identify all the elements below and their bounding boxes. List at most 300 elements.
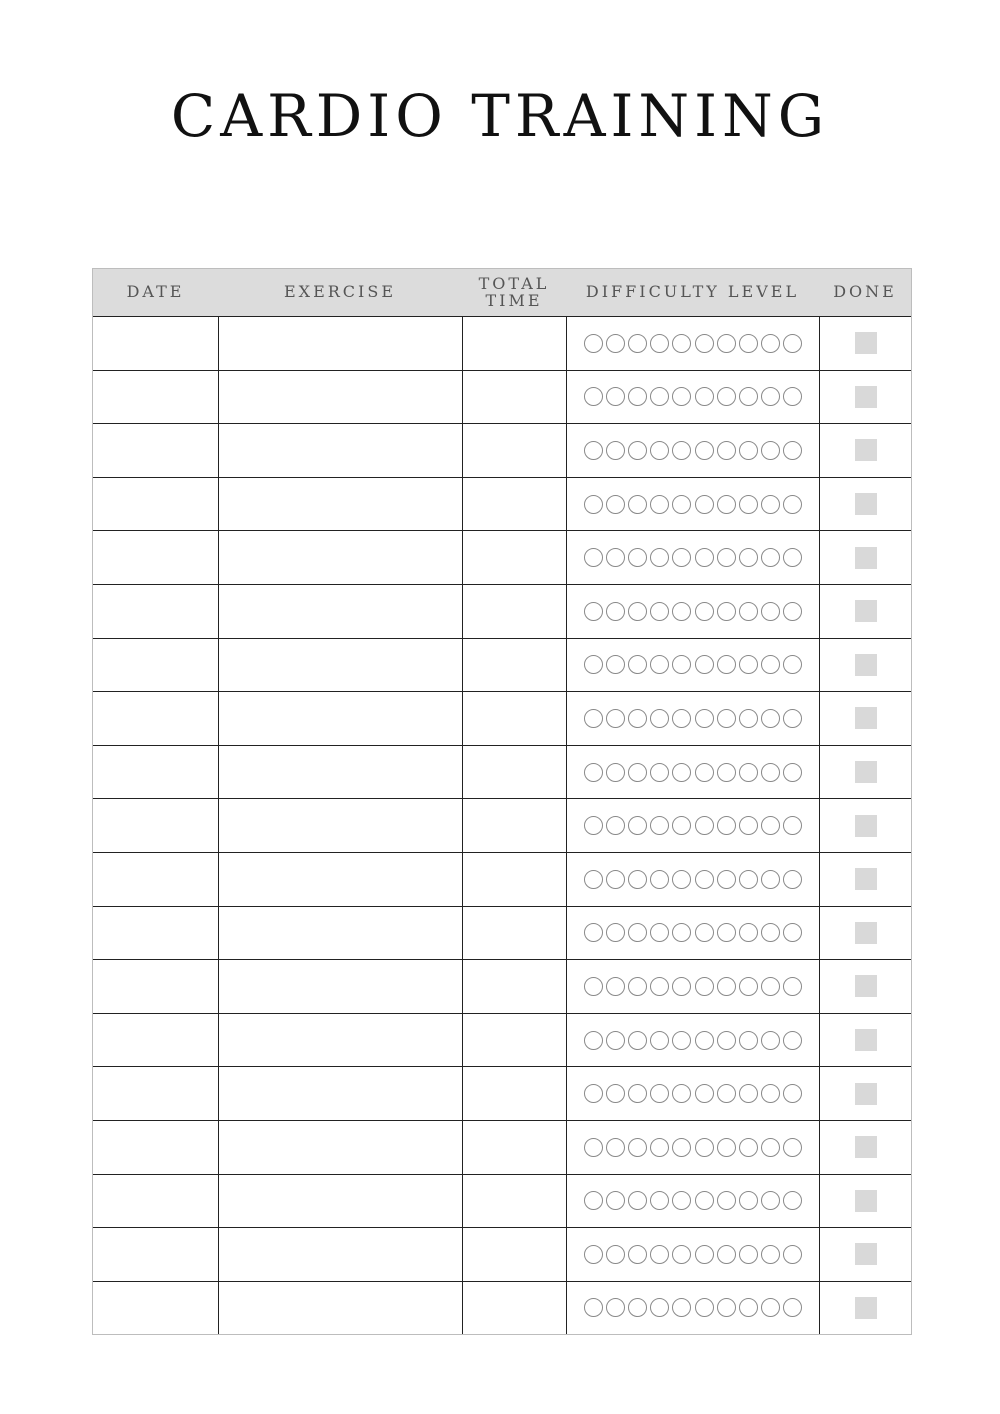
total-time-cell[interactable]	[462, 1175, 566, 1228]
difficulty-circle[interactable]	[761, 495, 780, 514]
difficulty-circle[interactable]	[695, 387, 714, 406]
done-checkbox[interactable]	[855, 1083, 877, 1105]
difficulty-circle[interactable]	[783, 1138, 802, 1157]
difficulty-level-cell	[566, 1014, 819, 1067]
done-checkbox[interactable]	[855, 1243, 877, 1265]
difficulty-circle[interactable]	[606, 548, 625, 567]
difficulty-circle[interactable]	[717, 495, 736, 514]
difficulty-circle[interactable]	[783, 387, 802, 406]
difficulty-circle[interactable]	[606, 441, 625, 460]
difficulty-circle[interactable]	[761, 548, 780, 567]
difficulty-circle[interactable]	[584, 548, 603, 567]
done-checkbox[interactable]	[855, 600, 877, 622]
difficulty-circle[interactable]	[672, 548, 691, 567]
table-row	[93, 316, 911, 370]
difficulty-level-cell	[566, 1175, 819, 1228]
exercise-cell[interactable]	[218, 1014, 462, 1067]
date-cell[interactable]	[93, 1282, 218, 1335]
total-time-cell[interactable]	[462, 1067, 566, 1120]
total-time-cell[interactable]	[462, 639, 566, 692]
table-row	[93, 477, 911, 531]
difficulty-circle[interactable]	[584, 763, 603, 782]
difficulty-circle[interactable]	[628, 870, 647, 889]
total-time-cell[interactable]	[462, 907, 566, 960]
total-time-cell[interactable]	[462, 478, 566, 531]
done-cell	[819, 1282, 911, 1335]
difficulty-circle[interactable]	[672, 387, 691, 406]
difficulty-circle[interactable]	[783, 334, 802, 353]
difficulty-level-cell	[566, 585, 819, 638]
date-cell[interactable]	[93, 799, 218, 852]
difficulty-circle[interactable]	[717, 977, 736, 996]
difficulty-circle[interactable]	[695, 548, 714, 567]
difficulty-circle[interactable]	[739, 709, 758, 728]
date-cell[interactable]	[93, 639, 218, 692]
done-cell	[819, 424, 911, 477]
difficulty-circle[interactable]	[672, 870, 691, 889]
difficulty-circle[interactable]	[783, 1031, 802, 1050]
difficulty-circle[interactable]	[584, 1084, 603, 1103]
difficulty-circle[interactable]	[672, 655, 691, 674]
done-cell	[819, 746, 911, 799]
exercise-cell[interactable]	[218, 478, 462, 531]
date-cell[interactable]	[93, 317, 218, 370]
difficulty-circle[interactable]	[628, 1191, 647, 1210]
difficulty-circle[interactable]	[695, 1084, 714, 1103]
difficulty-circle[interactable]	[584, 495, 603, 514]
exercise-cell[interactable]	[218, 1175, 462, 1228]
difficulty-circle[interactable]	[783, 1191, 802, 1210]
done-checkbox[interactable]	[855, 815, 877, 837]
difficulty-circle[interactable]	[584, 655, 603, 674]
training-log-table	[92, 268, 912, 1335]
difficulty-circle[interactable]	[717, 1084, 736, 1103]
difficulty-circle[interactable]	[783, 1298, 802, 1317]
difficulty-circle[interactable]	[650, 1245, 669, 1264]
difficulty-circle[interactable]	[739, 1031, 758, 1050]
table-header	[93, 269, 911, 316]
difficulty-circle[interactable]	[606, 602, 625, 621]
table-row	[93, 423, 911, 477]
difficulty-circle[interactable]	[650, 334, 669, 353]
difficulty-circle[interactable]	[584, 602, 603, 621]
exercise-cell[interactable]	[218, 746, 462, 799]
difficulty-circle[interactable]	[650, 923, 669, 942]
total-time-cell[interactable]	[462, 317, 566, 370]
total-time-cell[interactable]	[462, 1121, 566, 1174]
difficulty-circle[interactable]	[628, 1084, 647, 1103]
difficulty-circle[interactable]	[717, 816, 736, 835]
table-row	[93, 852, 911, 906]
exercise-cell[interactable]	[218, 424, 462, 477]
done-checkbox[interactable]	[855, 975, 877, 997]
difficulty-circle[interactable]	[584, 923, 603, 942]
done-cell	[819, 531, 911, 584]
difficulty-circle[interactable]	[584, 334, 603, 353]
difficulty-circle[interactable]	[672, 602, 691, 621]
difficulty-circle[interactable]	[650, 441, 669, 460]
difficulty-circle[interactable]	[695, 602, 714, 621]
difficulty-circle[interactable]	[650, 495, 669, 514]
difficulty-circle[interactable]	[628, 923, 647, 942]
difficulty-circle[interactable]	[650, 387, 669, 406]
exercise-cell[interactable]	[218, 799, 462, 852]
difficulty-circle[interactable]	[717, 709, 736, 728]
exercise-cell[interactable]	[218, 692, 462, 745]
difficulty-circle[interactable]	[606, 1031, 625, 1050]
difficulty-circle[interactable]	[672, 334, 691, 353]
difficulty-circle[interactable]	[584, 1245, 603, 1264]
difficulty-circle[interactable]	[739, 495, 758, 514]
difficulty-circle[interactable]	[739, 387, 758, 406]
difficulty-circle[interactable]	[695, 1298, 714, 1317]
difficulty-circle[interactable]	[695, 1031, 714, 1050]
difficulty-circle[interactable]	[739, 1191, 758, 1210]
difficulty-circle[interactable]	[783, 763, 802, 782]
difficulty-circle[interactable]	[739, 548, 758, 567]
difficulty-circle[interactable]	[606, 1084, 625, 1103]
date-cell[interactable]	[93, 531, 218, 584]
table-row	[93, 1066, 911, 1120]
difficulty-circle[interactable]	[761, 1031, 780, 1050]
total-time-cell[interactable]	[462, 424, 566, 477]
difficulty-circle[interactable]	[783, 923, 802, 942]
difficulty-circle[interactable]	[761, 923, 780, 942]
difficulty-circle[interactable]	[650, 655, 669, 674]
difficulty-circle[interactable]	[628, 1031, 647, 1050]
difficulty-circle[interactable]	[606, 1138, 625, 1157]
difficulty-circle[interactable]	[672, 1138, 691, 1157]
column-header-done: DONE	[833, 282, 897, 302]
difficulty-circle[interactable]	[628, 495, 647, 514]
difficulty-circle[interactable]	[739, 1138, 758, 1157]
difficulty-circle[interactable]	[761, 816, 780, 835]
difficulty-circle[interactable]	[628, 655, 647, 674]
difficulty-circle[interactable]	[650, 977, 669, 996]
table-row	[93, 370, 911, 424]
difficulty-circle[interactable]	[628, 763, 647, 782]
difficulty-circle[interactable]	[672, 1298, 691, 1317]
difficulty-circle[interactable]	[783, 1245, 802, 1264]
difficulty-circle[interactable]	[783, 1084, 802, 1103]
done-checkbox[interactable]	[855, 1190, 877, 1212]
date-cell[interactable]	[93, 371, 218, 424]
difficulty-circle[interactable]	[606, 816, 625, 835]
difficulty-circle[interactable]	[628, 387, 647, 406]
difficulty-circle[interactable]	[717, 923, 736, 942]
difficulty-circle[interactable]	[717, 763, 736, 782]
difficulty-circle[interactable]	[761, 763, 780, 782]
difficulty-circle[interactable]	[761, 334, 780, 353]
exercise-cell[interactable]	[218, 585, 462, 638]
difficulty-circle[interactable]	[717, 441, 736, 460]
difficulty-level-cell	[566, 1228, 819, 1281]
difficulty-circle[interactable]	[628, 441, 647, 460]
date-cell[interactable]	[93, 1228, 218, 1281]
done-cell	[819, 639, 911, 692]
done-checkbox[interactable]	[855, 1297, 877, 1319]
difficulty-circle[interactable]	[695, 763, 714, 782]
difficulty-circle[interactable]	[761, 977, 780, 996]
difficulty-circle[interactable]	[695, 923, 714, 942]
done-checkbox[interactable]	[855, 761, 877, 783]
exercise-cell[interactable]	[218, 1228, 462, 1281]
difficulty-circle[interactable]	[717, 387, 736, 406]
difficulty-circle[interactable]	[606, 495, 625, 514]
difficulty-circle[interactable]	[739, 1084, 758, 1103]
difficulty-level-cell	[566, 478, 819, 531]
difficulty-circle[interactable]	[717, 334, 736, 353]
difficulty-level-cell	[566, 746, 819, 799]
difficulty-circle[interactable]	[606, 977, 625, 996]
difficulty-circle[interactable]	[695, 334, 714, 353]
table-row	[93, 1227, 911, 1281]
difficulty-circle[interactable]	[761, 1245, 780, 1264]
difficulty-circle[interactable]	[761, 602, 780, 621]
difficulty-circle[interactable]	[761, 1298, 780, 1317]
date-cell[interactable]	[93, 1175, 218, 1228]
difficulty-circle[interactable]	[761, 1084, 780, 1103]
difficulty-circle[interactable]	[584, 387, 603, 406]
date-cell[interactable]	[93, 692, 218, 745]
difficulty-circle[interactable]	[672, 709, 691, 728]
done-cell	[819, 960, 911, 1013]
date-cell[interactable]	[93, 1014, 218, 1067]
difficulty-circle[interactable]	[584, 870, 603, 889]
difficulty-circle[interactable]	[606, 387, 625, 406]
difficulty-circle[interactable]	[628, 602, 647, 621]
difficulty-circle[interactable]	[783, 870, 802, 889]
exercise-cell[interactable]	[218, 531, 462, 584]
difficulty-circle[interactable]	[650, 1031, 669, 1050]
date-cell[interactable]	[93, 585, 218, 638]
difficulty-circle[interactable]	[628, 709, 647, 728]
difficulty-circle[interactable]	[739, 1245, 758, 1264]
difficulty-circle[interactable]	[628, 1298, 647, 1317]
done-checkbox[interactable]	[855, 386, 877, 408]
total-time-cell[interactable]	[462, 853, 566, 906]
difficulty-circle[interactable]	[717, 548, 736, 567]
exercise-cell[interactable]	[218, 853, 462, 906]
date-cell[interactable]	[93, 853, 218, 906]
date-cell[interactable]	[93, 1121, 218, 1174]
done-checkbox[interactable]	[855, 922, 877, 944]
difficulty-circle[interactable]	[650, 1191, 669, 1210]
difficulty-circle[interactable]	[695, 1138, 714, 1157]
difficulty-circle[interactable]	[695, 709, 714, 728]
done-checkbox[interactable]	[855, 493, 877, 515]
difficulty-circle[interactable]	[672, 1084, 691, 1103]
difficulty-circle[interactable]	[606, 1298, 625, 1317]
difficulty-circle[interactable]	[783, 655, 802, 674]
done-checkbox[interactable]	[855, 332, 877, 354]
difficulty-circle[interactable]	[739, 334, 758, 353]
difficulty-circle[interactable]	[650, 548, 669, 567]
difficulty-circle[interactable]	[672, 495, 691, 514]
exercise-cell[interactable]	[218, 317, 462, 370]
difficulty-circle[interactable]	[761, 709, 780, 728]
difficulty-circle[interactable]	[717, 1298, 736, 1317]
table-row	[93, 584, 911, 638]
difficulty-circle[interactable]	[761, 1191, 780, 1210]
difficulty-circle[interactable]	[672, 1245, 691, 1264]
total-time-cell[interactable]	[462, 799, 566, 852]
difficulty-circle[interactable]	[695, 816, 714, 835]
difficulty-circle[interactable]	[650, 870, 669, 889]
difficulty-circle[interactable]	[695, 441, 714, 460]
table-row	[93, 1174, 911, 1228]
difficulty-circle[interactable]	[584, 441, 603, 460]
difficulty-circle[interactable]	[695, 1245, 714, 1264]
exercise-cell[interactable]	[218, 1067, 462, 1120]
date-cell[interactable]	[93, 1067, 218, 1120]
total-time-cell[interactable]	[462, 1228, 566, 1281]
difficulty-circle[interactable]	[695, 870, 714, 889]
difficulty-circle[interactable]	[628, 816, 647, 835]
difficulty-circle[interactable]	[717, 1245, 736, 1264]
difficulty-circle[interactable]	[628, 1245, 647, 1264]
difficulty-circle[interactable]	[584, 1298, 603, 1317]
difficulty-circle[interactable]	[584, 977, 603, 996]
difficulty-circle[interactable]	[628, 977, 647, 996]
difficulty-circle[interactable]	[672, 1191, 691, 1210]
date-cell[interactable]	[93, 478, 218, 531]
difficulty-circle[interactable]	[606, 1191, 625, 1210]
difficulty-level-cell	[566, 424, 819, 477]
difficulty-circle[interactable]	[650, 1084, 669, 1103]
date-cell[interactable]	[93, 960, 218, 1013]
total-time-cell[interactable]	[462, 692, 566, 745]
difficulty-circle[interactable]	[783, 602, 802, 621]
difficulty-circle[interactable]	[761, 441, 780, 460]
difficulty-circle[interactable]	[783, 495, 802, 514]
difficulty-circle[interactable]	[584, 816, 603, 835]
exercise-cell[interactable]	[218, 371, 462, 424]
exercise-cell[interactable]	[218, 1282, 462, 1335]
difficulty-circle[interactable]	[695, 977, 714, 996]
difficulty-circle[interactable]	[584, 1138, 603, 1157]
difficulty-circle[interactable]	[761, 870, 780, 889]
done-checkbox[interactable]	[855, 1136, 877, 1158]
exercise-cell[interactable]	[218, 907, 462, 960]
total-time-cell[interactable]	[462, 746, 566, 799]
difficulty-circle[interactable]	[739, 1298, 758, 1317]
exercise-cell[interactable]	[218, 960, 462, 1013]
difficulty-circle[interactable]	[628, 334, 647, 353]
difficulty-circle[interactable]	[739, 655, 758, 674]
difficulty-circle[interactable]	[783, 977, 802, 996]
table-row	[93, 638, 911, 692]
done-cell	[819, 692, 911, 745]
difficulty-circle[interactable]	[650, 763, 669, 782]
difficulty-circle[interactable]	[672, 763, 691, 782]
exercise-cell[interactable]	[218, 639, 462, 692]
done-cell	[819, 478, 911, 531]
done-checkbox[interactable]	[855, 654, 877, 676]
difficulty-circle[interactable]	[628, 548, 647, 567]
difficulty-circle[interactable]	[606, 923, 625, 942]
difficulty-circle[interactable]	[606, 709, 625, 728]
date-cell[interactable]	[93, 424, 218, 477]
exercise-cell[interactable]	[218, 1121, 462, 1174]
difficulty-circle[interactable]	[695, 1191, 714, 1210]
difficulty-circle[interactable]	[628, 1138, 647, 1157]
difficulty-circle[interactable]	[650, 1138, 669, 1157]
difficulty-circle[interactable]	[717, 1191, 736, 1210]
difficulty-circle[interactable]	[783, 548, 802, 567]
difficulty-circle[interactable]	[783, 441, 802, 460]
difficulty-circle[interactable]	[761, 655, 780, 674]
done-cell	[819, 1014, 911, 1067]
difficulty-circle[interactable]	[606, 870, 625, 889]
difficulty-circle[interactable]	[761, 1138, 780, 1157]
total-time-cell[interactable]	[462, 1014, 566, 1067]
difficulty-circle[interactable]	[584, 1031, 603, 1050]
difficulty-circle[interactable]	[695, 495, 714, 514]
difficulty-circle[interactable]	[606, 334, 625, 353]
done-cell	[819, 853, 911, 906]
total-time-cell[interactable]	[462, 531, 566, 584]
difficulty-circle[interactable]	[783, 709, 802, 728]
difficulty-circle[interactable]	[739, 977, 758, 996]
difficulty-circle[interactable]	[739, 923, 758, 942]
difficulty-circle[interactable]	[739, 816, 758, 835]
done-checkbox[interactable]	[855, 439, 877, 461]
difficulty-circle[interactable]	[650, 816, 669, 835]
difficulty-circle[interactable]	[650, 1298, 669, 1317]
difficulty-circle[interactable]	[584, 1191, 603, 1210]
difficulty-circle[interactable]	[672, 441, 691, 460]
difficulty-circle[interactable]	[584, 709, 603, 728]
difficulty-level-cell	[566, 531, 819, 584]
difficulty-level-cell	[566, 853, 819, 906]
difficulty-circle[interactable]	[672, 816, 691, 835]
difficulty-circle[interactable]	[739, 870, 758, 889]
difficulty-circle[interactable]	[650, 602, 669, 621]
difficulty-circle[interactable]	[717, 1031, 736, 1050]
difficulty-circle[interactable]	[672, 923, 691, 942]
difficulty-circle[interactable]	[606, 655, 625, 674]
difficulty-circle[interactable]	[783, 816, 802, 835]
table-row	[93, 530, 911, 584]
date-cell[interactable]	[93, 907, 218, 960]
difficulty-circle[interactable]	[717, 655, 736, 674]
difficulty-circle[interactable]	[761, 387, 780, 406]
difficulty-circle[interactable]	[606, 763, 625, 782]
difficulty-circle[interactable]	[739, 602, 758, 621]
difficulty-circle[interactable]	[650, 709, 669, 728]
date-cell[interactable]	[93, 746, 218, 799]
total-time-cell[interactable]	[462, 585, 566, 638]
difficulty-circle[interactable]	[672, 977, 691, 996]
difficulty-circle[interactable]	[739, 441, 758, 460]
total-time-cell[interactable]	[462, 960, 566, 1013]
difficulty-circle[interactable]	[717, 602, 736, 621]
difficulty-circle[interactable]	[717, 1138, 736, 1157]
difficulty-circle[interactable]	[739, 763, 758, 782]
difficulty-circle[interactable]	[606, 1245, 625, 1264]
table-row	[93, 906, 911, 960]
total-time-cell[interactable]	[462, 1282, 566, 1335]
difficulty-circle[interactable]	[717, 870, 736, 889]
difficulty-circle[interactable]	[672, 1031, 691, 1050]
done-checkbox[interactable]	[855, 1029, 877, 1051]
total-time-cell[interactable]	[462, 371, 566, 424]
done-checkbox[interactable]	[855, 868, 877, 890]
done-checkbox[interactable]	[855, 707, 877, 729]
done-checkbox[interactable]	[855, 547, 877, 569]
difficulty-circle[interactable]	[695, 655, 714, 674]
